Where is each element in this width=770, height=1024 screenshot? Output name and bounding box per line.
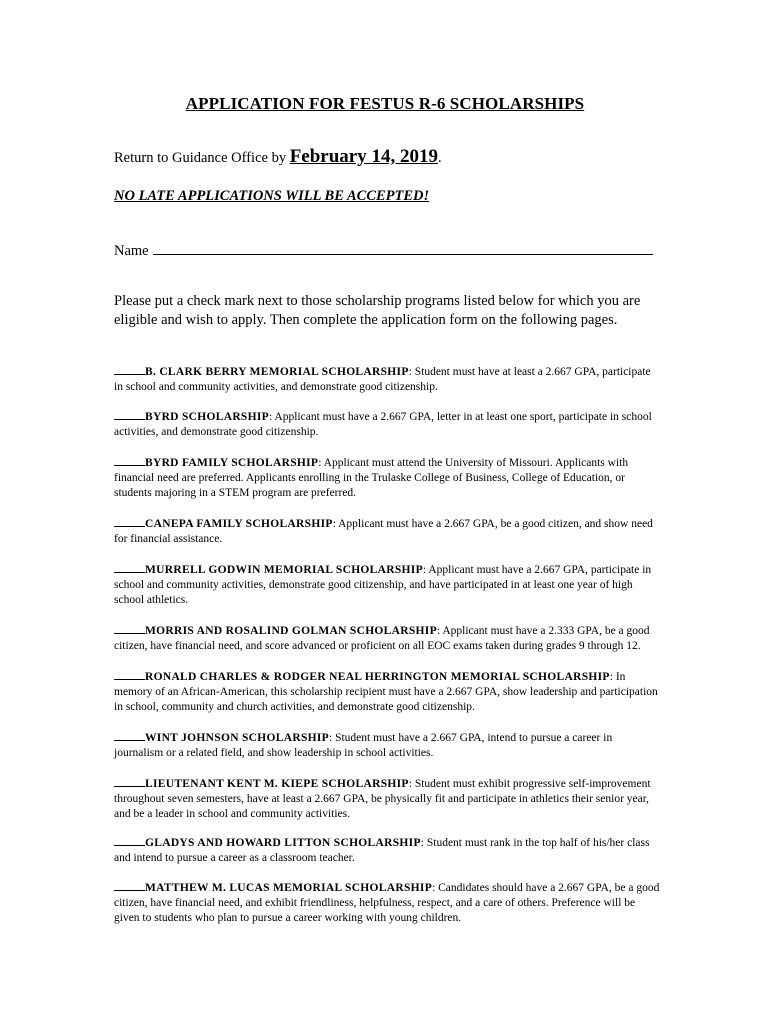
scholarship-description: : Applicant must have a 2.667 GPA, participate in school and community activities, demonstrate good citizenship, and have participated in at least one year of high school athletics. bbox=[114, 564, 652, 606]
page-title: APPLICATION FOR FESTUS R-6 SCHOLARSHIPS bbox=[185, 94, 585, 113]
check-blank[interactable] bbox=[114, 669, 145, 680]
scholarship-description: : Student must have at least a 2.667 GPA, participate in school and community activities, and demonstrate good citizenship. bbox=[114, 366, 651, 393]
scholarship-item bbox=[114, 835, 662, 866]
scholarship-name: BYRD SCHOLARSHIP bbox=[145, 411, 269, 423]
scholarship-name: GLADYS AND HOWARD LITTON SCHOLARSHIP bbox=[145, 837, 421, 849]
intro-paragraph: Please put a check mark next to those scholarship programs listed below for which you are eligible and wish to apply. Then complete the application form on the following pages. bbox=[114, 293, 641, 328]
scholarship-description: : Candidates should have a 2.667 GPA, be a good citizen, have financial need, and exhibit friendliness, helpfulness, respect, and a care of others. Preference will be given to students who plan to pursue a career working with young children. bbox=[114, 882, 660, 924]
scholarship-name: RONALD CHARLES & RODGER NEAL HERRINGTON MEMORIAL SCHOLARSHIP bbox=[145, 671, 610, 683]
scholarship-item bbox=[114, 776, 662, 822]
check-blank[interactable] bbox=[114, 776, 145, 787]
check-blank[interactable] bbox=[114, 623, 145, 634]
scholarship-description: : In memory of an African-American, this scholarship recipient must have a 2.667 GPA, show leadership and participation in school, community and church activities, and demonstrate good citizenship. bbox=[114, 671, 658, 713]
late-warning: NO LATE APPLICATIONS WILL BE ACCEPTED! bbox=[114, 188, 430, 204]
scholarship-item bbox=[114, 880, 662, 926]
check-blank[interactable] bbox=[114, 364, 145, 375]
scholarship-description: : Student must rank in the top half of his/her class and intend to pursue a career as a classroom teacher. bbox=[114, 837, 650, 864]
check-blank[interactable] bbox=[114, 730, 145, 741]
scholarship-item bbox=[114, 516, 662, 547]
scholarship-name: BYRD FAMILY SCHOLARSHIP bbox=[145, 457, 319, 469]
scholarship-description: : Applicant must have a 2.333 GPA, be a good citizen, have financial need, and score advanced or proficient on all EOC exams taken during grades 9 through 12. bbox=[114, 625, 650, 652]
scholarship-description: : Applicant must have a 2.667 GPA, letter in at least one sport, participate in school activities, and demonstrate good citizenship. bbox=[114, 411, 652, 438]
scholarship-name: WINT JOHNSON SCHOLARSHIP bbox=[145, 732, 329, 744]
scholarship-name: MORRIS AND ROSALIND GOLMAN SCHOLARSHIP bbox=[145, 625, 437, 637]
scholarship-description: : Applicant must have a 2.667 GPA, be a good citizen, and show need for financial assistance. bbox=[114, 518, 653, 545]
scholarship-item bbox=[114, 669, 662, 715]
check-blank[interactable] bbox=[114, 455, 145, 466]
return-instruction bbox=[114, 146, 442, 168]
check-blank[interactable] bbox=[114, 516, 145, 527]
return-prefix: Return to Guidance Office by bbox=[114, 150, 290, 166]
scholarship-name: MURRELL GODWIN MEMORIAL SCHOLARSHIP bbox=[145, 564, 423, 576]
check-blank[interactable] bbox=[114, 409, 145, 420]
check-blank[interactable] bbox=[114, 835, 145, 846]
scholarship-item bbox=[114, 623, 662, 654]
scholarship-description: : Student must exhibit progressive self-improvement throughout seven semesters, have at least a 2.667 GPA, be physically fit and participate in athletics their senior year, and be a leader in school and community activities. bbox=[114, 778, 651, 820]
scholarship-item bbox=[114, 562, 662, 608]
name-field-row bbox=[114, 240, 653, 260]
scholarship-item bbox=[114, 455, 662, 501]
check-blank[interactable] bbox=[114, 880, 145, 891]
scholarship-name: B. CLARK BERRY MEMORIAL SCHOLARSHIP bbox=[145, 366, 409, 378]
return-suffix: . bbox=[438, 150, 442, 166]
deadline-date: February 14, 2019 bbox=[289, 146, 438, 167]
scholarship-description: : Student must have a 2.667 GPA, intend to pursue a career in journalism or a related field, and show leadership in school activities. bbox=[114, 732, 613, 759]
scholarship-item bbox=[114, 409, 662, 440]
name-label: Name bbox=[114, 243, 149, 259]
scholarship-name: CANEPA FAMILY SCHOLARSHIP bbox=[145, 518, 333, 530]
scholarship-name: MATTHEW M. LUCAS MEMORIAL SCHOLARSHIP bbox=[145, 882, 433, 894]
scholarship-name: LIEUTENANT KENT M. KIEPE SCHOLARSHIP bbox=[145, 778, 409, 790]
check-blank[interactable] bbox=[114, 562, 145, 573]
scholarship-description: : Applicant must attend the University of Missouri. Applicants with financial need are preferred. Applicants enrolling in the Trulaske College of Business, College of Education, or students majoring in a STEM program are preferred. bbox=[114, 457, 629, 499]
scholarship-list bbox=[114, 364, 662, 926]
name-blank-line[interactable] bbox=[153, 240, 653, 255]
scholarship-item bbox=[114, 364, 662, 395]
scholarship-item bbox=[114, 730, 662, 761]
